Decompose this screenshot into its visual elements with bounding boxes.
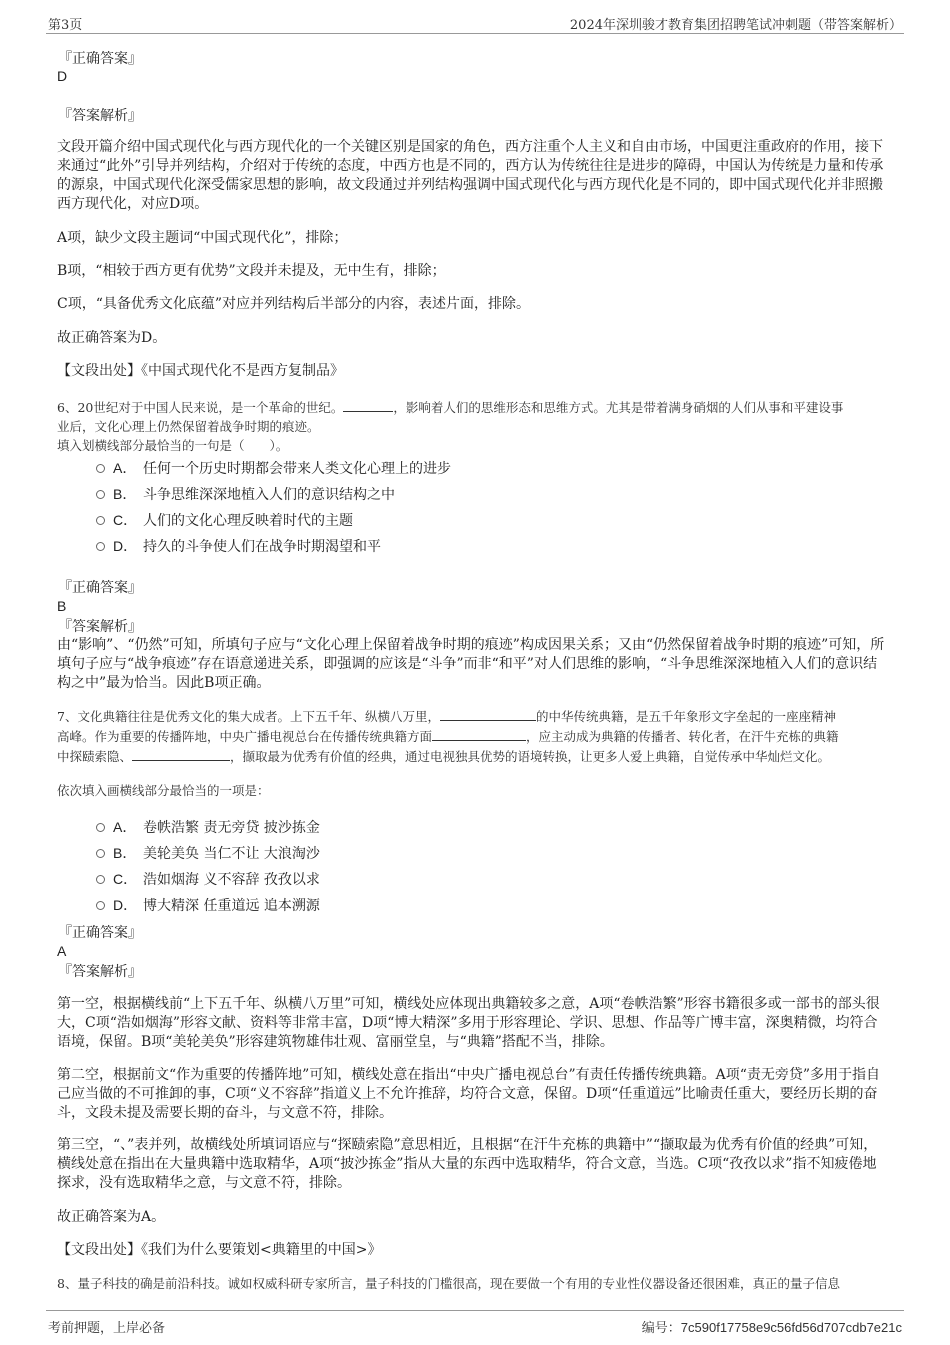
q7-analysis-blank2: 第二空，根据前文“作为重要的传播阵地”可知，横线处意在指出“中央广播电视总台”有责任传播传统典籍。A项“责无旁贷”多用于指自己应当做的不可推卸的事，C项“义不容辞”指道义上不允许推辞，均符合文意，保留。D项“任重道远”比喻责任重大，要经历长期的奋斗，文段未提及需要长期的奋斗，与文意不符，排除。 xyxy=(57,1067,881,1121)
q7-blank-3 xyxy=(132,760,230,761)
q6-option-c[interactable]: C． 人们的文化心理反映着时代的主题 xyxy=(96,511,353,530)
footer-slogan: 考前押题，上岸必备 xyxy=(48,1321,166,1336)
radio-icon[interactable] xyxy=(96,901,105,910)
q6-answer: B xyxy=(57,598,67,614)
q7-source: 【文段出处】《我们为什么要策划<典籍里的中国>》 xyxy=(57,1242,382,1258)
q7-answer: A xyxy=(57,943,67,959)
q7-analysis-blank3: 第三空，“、”表并列，故横线处所填词语应与“探赜索隐”意思相近，且根据“在汗牛充栋的典籍中”“撷取最为优秀有价值的经典”可知，横线处意在指出在大量典籍中选取精华，A项“披沙拣金”指从大量的东西中选取精华，符合文意，当选。C项“孜孜以求”指不知疲倦地探求，没有选取精华之意，与文意不符，排除。 xyxy=(57,1137,878,1191)
q7-answer-label: 『正确答案』 xyxy=(58,925,142,941)
q6-analysis-label: 『答案解析』 xyxy=(58,619,142,635)
q5-analysis-option-b: B项，“相较于西方更有优势”文段并未提及，无中生有，排除； xyxy=(57,263,446,279)
q7-conclusion: 故正确答案为A。 xyxy=(57,1209,166,1225)
q7-analysis-label: 『答案解析』 xyxy=(58,964,142,980)
q6-blank xyxy=(343,411,393,412)
q6-option-a[interactable]: A． 任何一个历史时期都会带来人类文化心理上的进步 xyxy=(96,459,451,478)
radio-icon[interactable] xyxy=(96,875,105,884)
page-number: 第3页 xyxy=(48,18,83,33)
q5-source: 【文段出处】《中国式现代化不是西方复制品》 xyxy=(57,363,344,379)
q8-stem: 8、量子科技的确是前沿科技。诚如权威科研专家所言，量子科技的门槛很高，现在要做一个有用的专业性仪器设备还很困难，真正的量子信息 xyxy=(57,1276,840,1291)
radio-icon[interactable] xyxy=(96,823,105,832)
page-header xyxy=(46,12,904,34)
q5-analysis-paragraph: 文段开篇介绍中国式现代化与西方现代化的一个关键区别是国家的角色，西方注重个人主义和自由市场，中国更注重政府的作用，接下来通过“此外”引导并列结构，介绍对于传统的态度，中西方也是不同的，西方认为传统往往是进步的障碍，中国认为传统是力量和传承的源泉，中国式现代化深受儒家思想的影响，故文段通过并列结构强调中国式现代化与西方现代化是不同的，即中国式现代化并非照搬西方现代化，对应D项。 xyxy=(57,139,884,212)
q6-analysis: 由“影响”、“仍然”可知，所填句子应与“文化心理上保留着战争时期的痕迹”构成因果关系；又由“仍然保留着战争时期的痕迹”可知，所填句子应与“战争痕迹”存在语意递进关系，即强调的应该是“斗争”而非“和平”对人们思维的影响，“斗争思维深深地植入人们的意识结构之中”最为恰当。因此B项正确。 xyxy=(57,637,885,691)
q5-answer-label: 『正确答案』 xyxy=(58,51,142,67)
q5-conclusion: 故正确答案为D。 xyxy=(57,330,167,346)
q6-stem-part1: 6、20世纪对于中国人民来说，是一个革命的世纪。 xyxy=(57,400,344,415)
page-footer xyxy=(46,1310,904,1336)
q6-stem-line2: 业后，文化心理上仍然保留着战争时期的痕迹。 xyxy=(57,419,320,434)
q5-analysis-label: 『答案解析』 xyxy=(58,108,142,124)
q5-analysis-option-c: C项，“具备优秀文化底蕴”对应并列结构后半部分的内容，表述片面，排除。 xyxy=(57,296,531,312)
q6-option-d[interactable]: D． 持久的斗争使人们在战争时期渴望和平 xyxy=(96,537,381,556)
radio-icon[interactable] xyxy=(96,542,105,551)
radio-icon[interactable] xyxy=(96,464,105,473)
document-code: 编号：7c590f17758e9c56fd56d707cdb7e21c xyxy=(641,1320,902,1335)
q7-stem-line1: 7、文化典籍往往是优秀文化的集大成者。上下五千年、纵横八万里， 的中华传统典籍，是五千年象形文字垒起的一座座精神 xyxy=(57,709,836,724)
radio-icon[interactable] xyxy=(96,516,105,525)
radio-icon[interactable] xyxy=(96,490,105,499)
q6-prompt: 填入划横线部分最恰当的一句是（ ）。 xyxy=(57,438,289,453)
q6-answer-label: 『正确答案』 xyxy=(58,580,142,596)
document-title: 2024年深圳骏才教育集团招聘笔试冲刺题（带答案解析） xyxy=(569,18,902,33)
q6-stem xyxy=(57,398,897,417)
q6-stem-part2: ，影响着人们的思维形态和思维方式。尤其是带着满身硝烟的人们从事和平建设事 xyxy=(393,400,844,415)
q7-option-a[interactable]: A． 卷帙浩繁 责无旁贷 披沙拣金 xyxy=(96,818,320,837)
q5-analysis-option-a: A项，缺少文段主题词“中国式现代化”，排除； xyxy=(57,230,348,246)
q7-analysis-blank1: 第一空，根据横线前“上下五千年、纵横八万里”可知，横线处应体现出典籍较多之意，A项“卷帙浩繁”形容书籍很多或一部书的部头很大，C项“浩如烟海”形容文献、资料等非常丰富，D项“博大精深”多用于形容理论、学识、思想、作品等广博丰富，深奥精微，均符合语境，保留。B项“美轮美奂”形容建筑物雄伟壮观、富丽堂皇，与“典籍”搭配不当，排除。 xyxy=(57,996,880,1050)
q7-option-c[interactable]: C． 浩如烟海 义不容辞 孜孜以求 xyxy=(96,870,320,889)
q7-prompt: 依次填入画横线部分最恰当的一项是： xyxy=(57,783,270,798)
q6-option-b[interactable]: B． 斗争思维深深地植入人们的意识结构之中 xyxy=(96,485,395,504)
q7-option-b[interactable]: B． 美轮美奂 当仁不让 大浪淘沙 xyxy=(96,844,320,863)
radio-icon[interactable] xyxy=(96,849,105,858)
q7-blank-2 xyxy=(432,740,526,741)
q7-option-d[interactable]: D． 博大精深 任重道远 追本溯源 xyxy=(96,896,320,915)
q7-blank-1 xyxy=(440,720,536,721)
q5-answer: D xyxy=(57,68,68,84)
q7-stem-line3: 中探赜索隐、 ，撷取最为优秀有价值的经典，通过电视独具优势的语境转换，让更多人爱上典籍，自觉传承中华灿烂文化。 xyxy=(57,749,831,764)
q7-stem-line2: 高峰。作为重要的传播阵地，中央广播电视总台在传播传统典籍方面 ，应主动成为典籍的传播者、转化者，在汗牛充栋的典籍 xyxy=(57,729,839,744)
